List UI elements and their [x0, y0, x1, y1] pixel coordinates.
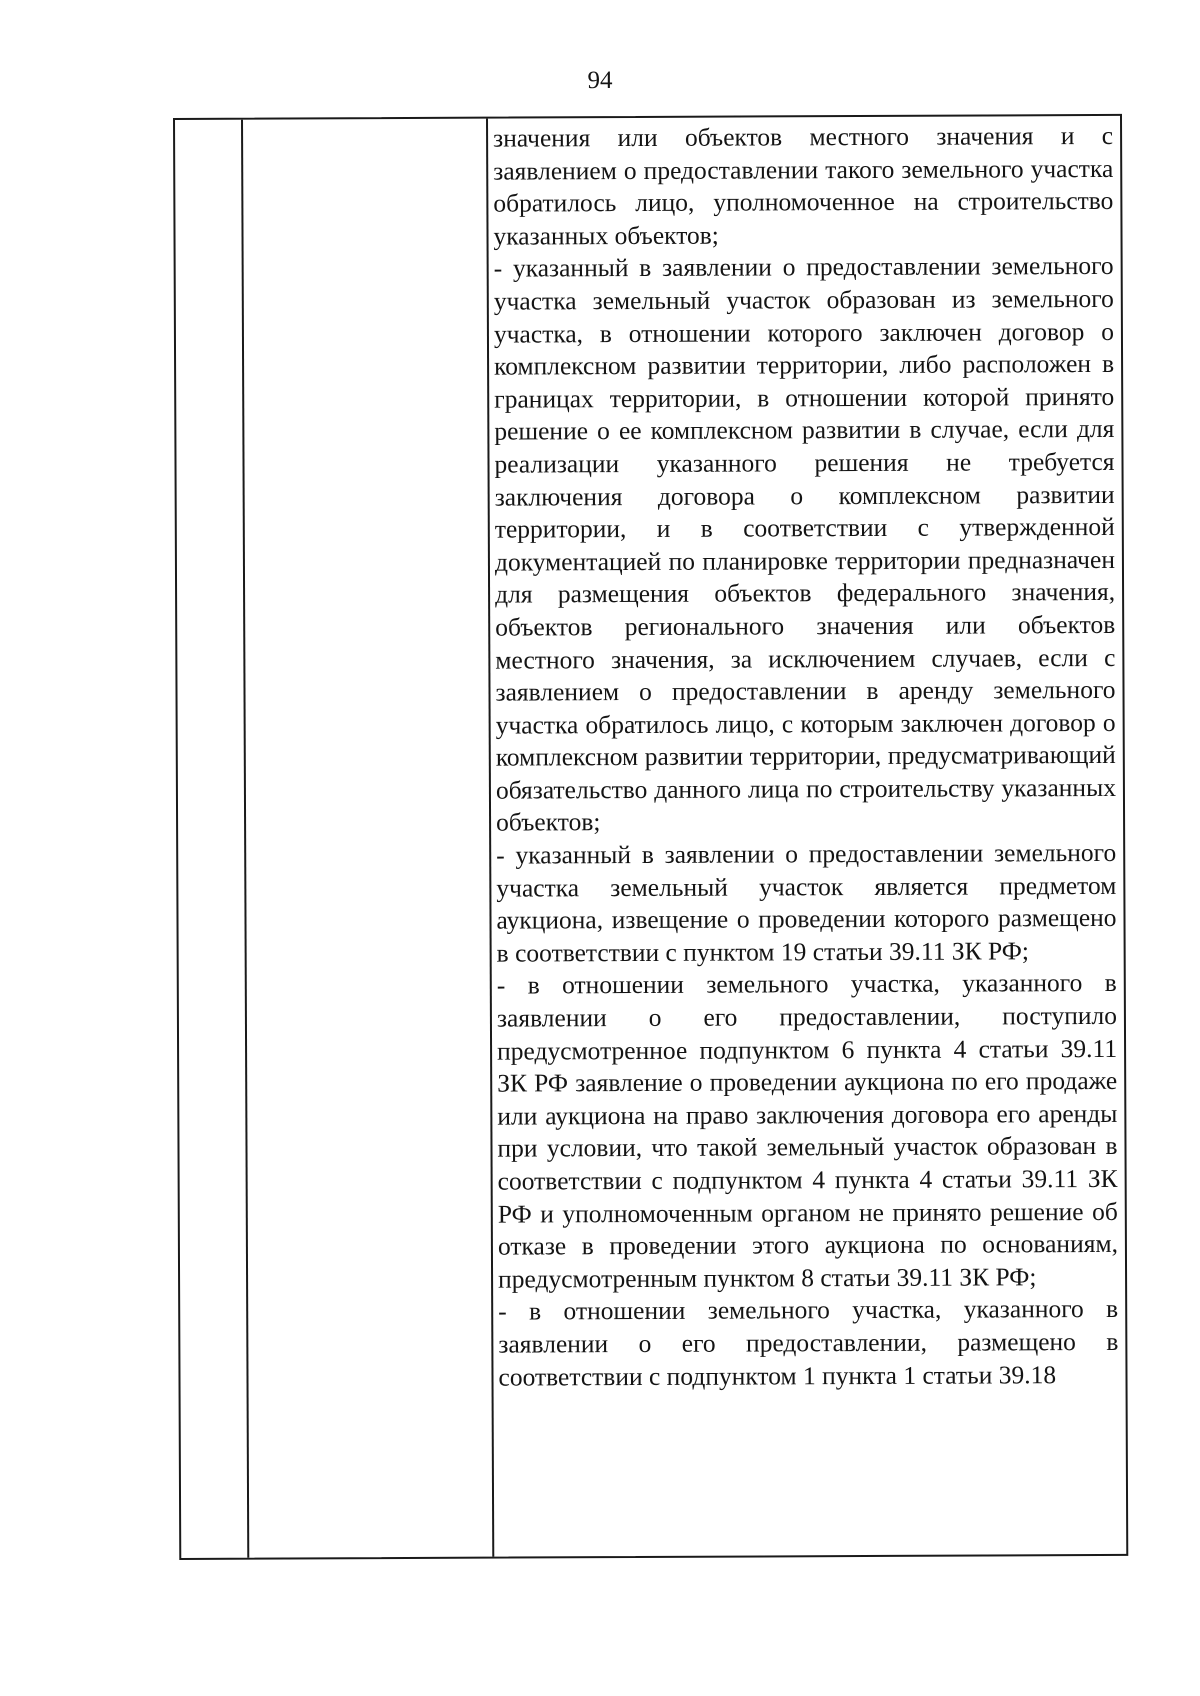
paragraph-1: значения или объектов местного значения и с заявлением о предоставлении такого земельного участка обратилось лицо, уполномоченное на строительство указанных объектов; [493, 120, 1114, 251]
column-divider-1 [241, 120, 249, 1558]
document-table [173, 114, 1128, 1560]
paragraph-4: - в отношении земельного участка, указанного в заявлении о его предоставлении, поступило предусмотренное подпунктом 6 пункта 4 статьи 39.11 ЗК РФ заявление о проведении аукциона по его продаже или аукциона на право заключения договора его аренды при условии, что такой земельный участок образован в соответствии с подпунктом 4 пункта 4 статьи 39.11 ЗК РФ и уполномоченным органом не принято решение об отказе в проведении этого аукциона по основаниям, предусмотренным пунктом 8 статьи 39.11 ЗК РФ; [496, 968, 1118, 1294]
paragraph-3: - указанный в заявлении о предоставлении земельного участка земельный участок является предметом аукциона, извещение о проведении которого размещено в соответствии с пунктом 19 статьи 39.11 ЗК РФ; [496, 837, 1117, 968]
page-number: 94 [587, 67, 613, 94]
table-cell-text [493, 120, 1119, 1555]
paragraph-5: - в отношении земельного участка, указанного в заявлении о его предоставлении, размещено в соответствии с подпунктом 1 пункта 1 статьи 39.18 [498, 1294, 1119, 1392]
paragraph-2: - указанный в заявлении о предоставлении земельного участка земельный участок образован из земельного участка, в отношении которого заключен договор о комплексном развитии территории, либо расположен в границах территории, в отношении которой принято решение о ее комплексном развитии в случае, если для реализации указанного решения не требуется заключения договора о комплексном развитии территории, и в соответствии с утвержденной документацией по планировке территории предназначен для размещения объектов федерального значения, объектов регионального значения или объектов местного значения, за исключением случаев, если с заявлением о предоставлении в аренду земельного участка обратилось лицо, с которым заключен договор о комплексном развитии территории, предусматривающий обязательство данного лица по строительству указанных объектов; [493, 251, 1116, 838]
